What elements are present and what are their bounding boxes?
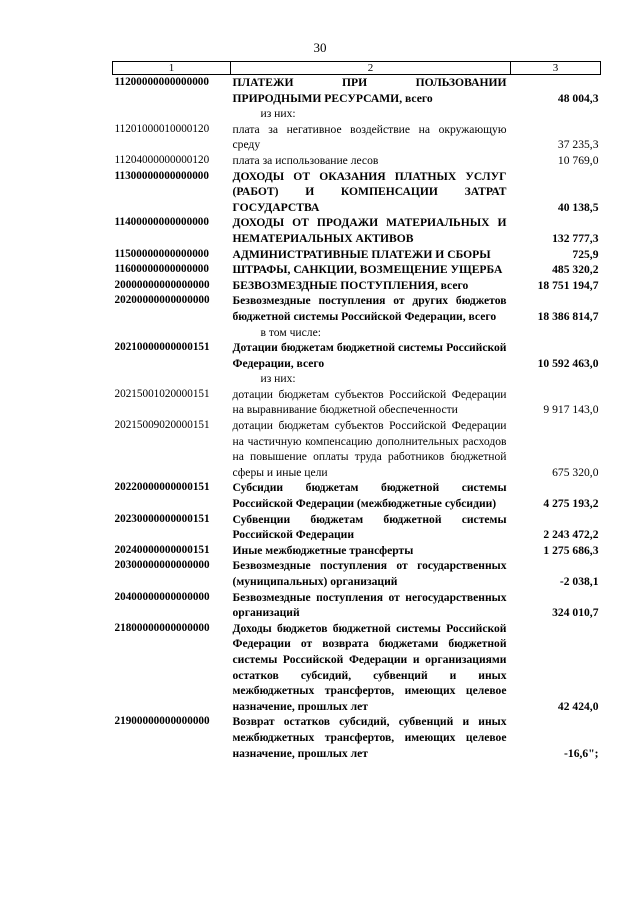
amount-cell: 48 004,3 — [557, 91, 599, 105]
description-cell: ДОХОДЫ ОТ ОКАЗАНИЯ ПЛАТНЫХ УСЛУГ (РАБОТ) И КОМПЕНСАЦИИ ЗАТРАТ ГОСУДАРСТВА — [232, 169, 507, 214]
code-cell: 11500000000000000 — [114, 247, 209, 260]
amount-cell: 725,9 — [572, 247, 599, 261]
description-cell: плата за негативное воздействие на окружающую среду — [232, 122, 507, 152]
amount-cell: 132 777,3 — [552, 231, 599, 245]
code-cell: 11201000010000120 — [114, 122, 210, 135]
table-row — [113, 325, 601, 341]
table-row — [113, 371, 601, 387]
amount-cell: 40 138,5 — [557, 200, 599, 214]
description-cell: Безвозмездные поступления от других бюджетов бюджетной системы Российской Федерации, всего — [232, 294, 507, 323]
amount-cell: 2 243 472,2 — [543, 528, 599, 542]
code-cell — [113, 106, 231, 122]
table-row — [113, 714, 601, 761]
table-row — [113, 153, 601, 169]
amount-cell: 675 320,0 — [552, 465, 599, 479]
amount-cell: -16,6"; — [564, 746, 599, 760]
column-header-1: 1 — [113, 62, 231, 75]
table-row — [113, 293, 601, 324]
amount-cell: 42 424,0 — [557, 699, 599, 713]
code-cell: 20215009020000151 — [114, 419, 210, 432]
table-row — [113, 480, 601, 511]
column-header-2: 2 — [231, 62, 511, 75]
amount-cell: 1 275 686,3 — [543, 543, 599, 557]
code-cell: 11200000000000000 — [114, 76, 209, 88]
description-cell: АДМИНИСТРАТИВНЫЕ ПЛАТЕЖИ И СБОРЫ — [232, 247, 491, 261]
description-cell: Безвозмездные поступления от негосударственных организаций — [232, 590, 507, 620]
code-cell: 21900000000000000 — [114, 715, 210, 728]
code-cell: 20210000000000151 — [114, 341, 210, 354]
code-cell: 11400000000000000 — [114, 216, 209, 229]
table-row — [113, 621, 601, 715]
description-cell: из них: — [260, 107, 296, 121]
code-cell — [113, 371, 231, 387]
table-row — [113, 340, 601, 371]
table-row — [113, 418, 601, 480]
table-row — [113, 106, 601, 122]
table-row — [113, 543, 601, 559]
table-row — [113, 387, 601, 418]
description-cell: в том числе: — [260, 325, 321, 339]
code-cell: 11600000000000000 — [114, 263, 209, 276]
amount-cell — [511, 325, 601, 341]
description-cell: Иные межбюджетные трансферты — [232, 543, 414, 557]
amount-cell: 10 769,0 — [557, 153, 599, 167]
code-cell: 20220000000000151 — [114, 481, 210, 494]
description-cell: БЕЗВОЗМЕЗДНЫЕ ПОСТУПЛЕНИЯ, всего — [232, 278, 469, 292]
table-row — [113, 247, 601, 263]
table-header-row — [113, 62, 601, 75]
code-cell: 11300000000000000 — [114, 169, 209, 182]
table-row — [113, 590, 601, 621]
table-row — [113, 215, 601, 246]
amount-cell: 10 592 463,0 — [537, 356, 599, 370]
table-body — [113, 75, 601, 762]
code-cell: 20215001020000151 — [114, 387, 210, 400]
amount-cell: 324 010,7 — [552, 606, 599, 620]
description-cell: плата за использование лесов — [232, 153, 379, 167]
amount-cell — [511, 106, 601, 122]
column-header-3: 3 — [511, 62, 601, 75]
code-cell: 20300000000000000 — [114, 559, 210, 572]
page-number: 30 — [313, 40, 327, 55]
code-cell — [113, 325, 231, 341]
table-row — [113, 262, 601, 278]
code-cell: 20000000000000000 — [114, 278, 210, 291]
amount-cell: 9 917 143,0 — [543, 403, 599, 417]
table-row — [113, 75, 601, 107]
description-cell: ШТРАФЫ, САНКЦИИ, ВОЗМЕЩЕНИЕ УЩЕРБА — [232, 263, 503, 277]
description-cell: дотации бюджетам субъектов Российской Федерации на частичную компенсацию дополнительных расходов на повышение оплаты труда работников бюджетной сферы и иные цели — [232, 419, 507, 479]
table-row — [113, 122, 601, 153]
description-cell: Дотации бюджетам бюджетной системы Российской Федерации, всего — [232, 341, 507, 370]
amount-cell: 18 751 194,7 — [537, 278, 599, 292]
description-cell: из них: — [260, 372, 296, 386]
description-cell: Безвозмездные поступления от государственных (муниципальных) организаций — [232, 559, 507, 588]
table-row — [113, 512, 601, 543]
description-cell: дотации бюджетам субъектов Российской Федерации на выравнивание бюджетной обеспеченности — [232, 387, 507, 417]
amount-cell — [511, 371, 601, 387]
table-row — [113, 278, 601, 294]
code-cell: 20230000000000151 — [114, 512, 210, 525]
description-cell: Доходы бюджетов бюджетной системы Российской Федерации от возврата бюджетами бюджетной системы Российской Федерации и организациями остатков субсидий, субвенций и иных межбюджетных трансфертов, имеющих целевое назначение, прошлых лет — [232, 621, 507, 713]
code-cell: 20400000000000000 — [114, 590, 210, 603]
amount-cell: 18 386 814,7 — [537, 309, 599, 323]
code-cell: 11204000000000120 — [114, 153, 210, 166]
amount-cell: 4 275 193,2 — [543, 497, 599, 511]
table-row — [113, 558, 601, 589]
description-cell: Субвенции бюджетам бюджетной системы Российской Федерации — [232, 512, 507, 542]
revenue-table — [112, 61, 601, 761]
code-cell: 21800000000000000 — [114, 621, 210, 634]
description-cell: ПЛАТЕЖИ ПРИ ПОЛЬЗОВАНИИ ПРИРОДНЫМИ РЕСУРСАМИ, всего — [232, 76, 507, 105]
code-cell: 20240000000000151 — [114, 543, 210, 556]
amount-cell: 485 320,2 — [552, 263, 599, 277]
code-cell: 20200000000000000 — [114, 294, 210, 307]
description-cell: ДОХОДЫ ОТ ПРОДАЖИ МАТЕРИАЛЬНЫХ И НЕМАТЕРИАЛЬНЫХ АКТИВОВ — [232, 216, 507, 245]
description-cell: Возврат остатков субсидий, субвенций и иных межбюджетных трансфертов, имеющих целевое назначение, прошлых лет — [232, 715, 507, 760]
amount-cell: -2 038,1 — [559, 575, 599, 588]
table-row — [113, 169, 601, 216]
description-cell: Субсидии бюджетам бюджетной системы Российской Федерации (межбюджетные субсидии) — [232, 481, 507, 511]
amount-cell: 37 235,3 — [557, 138, 599, 152]
